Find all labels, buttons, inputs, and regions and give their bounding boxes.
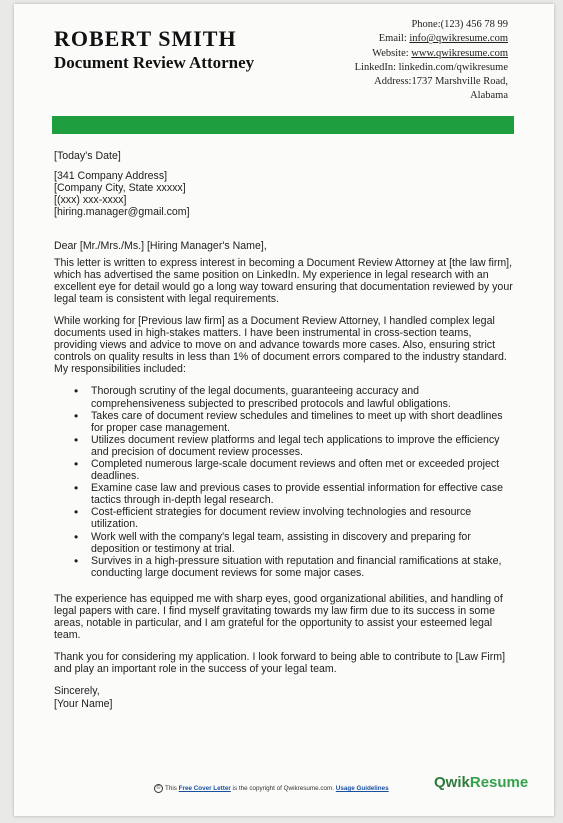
footer-copyright [154,784,389,793]
logo-part-resume: Resume [469,774,529,791]
contact-block [278,18,508,104]
email-link[interactable]: info@qwikresume.com [409,33,508,45]
footer-prefix: This [165,785,179,793]
website-line [278,47,508,61]
list-item: • Cost-efficient strategies for document review involving technologies and resource utilization. [84,506,516,530]
letter-page [14,4,554,816]
paragraph-experience: While working for [Previous law firm] as a Document Review Attorney, I handled complex legal documents used in high-stakes matters. I have been instrumental in cross-section teams, providing views and advice to move on and advance towards more cases. Also, ensuring strict controls on quality results in less than 1% of document errors compared to the industry standard. My responsibilities included: [54,314,507,376]
recipient-line: [341 Company Address] [54,170,168,183]
usage-guidelines-link[interactable]: Usage Guidelines [335,785,389,793]
address-line-1: Address:1737 Marshville Road, [374,76,508,88]
free-cover-letter-link[interactable]: Free Cover Letter [178,785,231,793]
logo-part-qwik: Qwik [434,774,470,791]
recipient-line: [Company City, State xxxxx] [54,182,186,195]
address-line-2: Alabama [470,90,508,102]
phone-text: Phone:(123) 456 78 99 [411,19,508,30]
email-label: Email: [378,33,410,45]
paragraph-qualities: The experience has equipped me with sharp eyes, good organizational abilities, and handling of legal papers with care. I find myself gravitating towards my law firm due to its success in some areas, notable in particular, and I am grateful for the opportunity to assist your esteemed legal team. [54,592,503,642]
recipient-line: [(xxx) xxx-xxxx] [54,194,127,207]
paragraph-intro: This letter is written to express interest in becoming a Document Review Attorney at [the law firm], which has advertised the same position on LinkedIn. My experience in legal research with an excellent eye for detail would go a long way toward ensuring that documentation reviewed by your legal team is consistent with legal requirements. [54,256,513,305]
closing: Sincerely, [54,685,100,698]
qwikresume-logo [434,774,528,791]
letter-date: [Today's Date] [54,150,121,162]
recipient-line: [hiring.manager@gmail.com] [54,206,190,219]
applicant-name: ROBERT SMITH [54,26,237,51]
list-item: • Completed numerous large-scale document reviews and often met or exceeded project deadlines. [84,458,516,482]
paragraph-thanks: Thank you for considering my application. I look forward to being able to contribute to [Law Firm] and play an important role in the success of your legal team. [54,651,506,676]
responsibilities-list [54,385,516,579]
website-link[interactable]: www.qwikresume.com [411,47,508,59]
salutation: Dear [Mr./Mrs./Ms.] [Hiring Manager's Name], [54,240,267,253]
accent-divider-bar [52,116,514,134]
list-item: • Thorough scrutiny of the legal documents, guaranteeing accuracy and comprehensiveness subjected to prescribed protocols and lawful obligations. [84,385,516,409]
signature: [Your Name] [54,697,113,710]
email-line [278,32,508,46]
list-item: • Takes care of document review schedules and timelines to meet up with short deadlines for proper case management. [84,410,516,434]
footer-middle: is the copyright of Qwikresume.com. [230,785,336,793]
website-label: Website: [372,47,412,59]
job-title: Document Review Attorney [54,53,255,72]
list-item: • Work well with the company's legal team, assisting in discovery and preparing for deposition or testimony at trial. [84,531,516,555]
list-item: • Utilizes document review platforms and legal tech applications to improve the efficiency and precision of document review processes. [84,434,516,458]
linkedin-text: LinkedIn: linkedin.com/qwikresume [354,61,508,73]
list-item: • Examine case law and previous cases to provide essential information for effective case tactics through in-depth legal research. [84,482,516,506]
copyright-icon: © [154,784,163,793]
letter-body [54,150,516,710]
list-item: • Survives in a high-pressure situation with reputation and financial ramifications at stake, conducting large document reviews for some major cases. [84,555,516,579]
